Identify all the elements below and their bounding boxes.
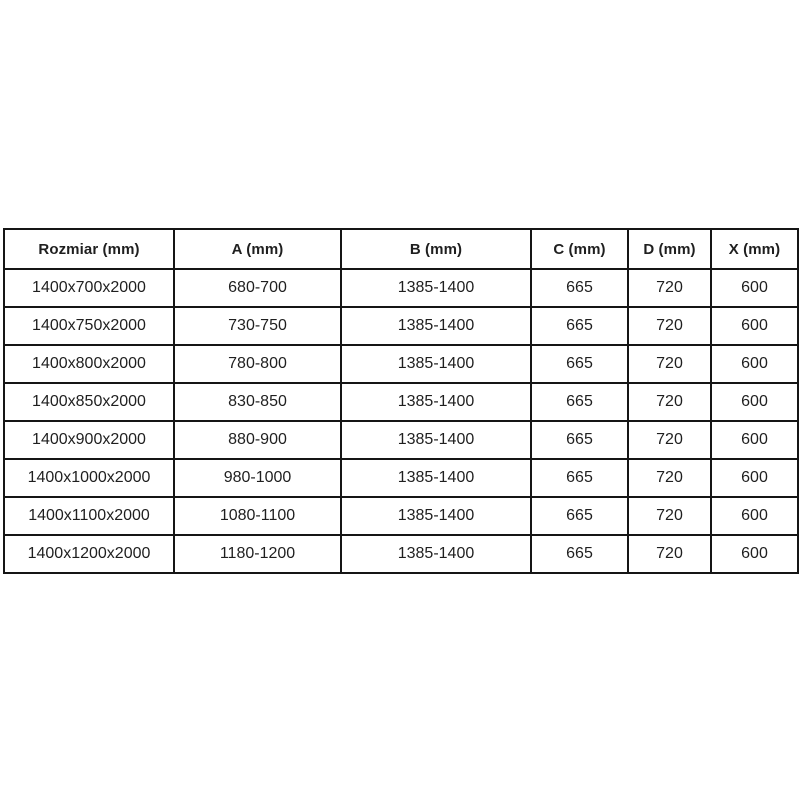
cell-rozmiar: 1400x750x2000 [4,307,174,345]
header-d: D (mm) [628,229,711,269]
cell-x: 600 [711,307,798,345]
cell-c: 665 [531,345,628,383]
cell-x: 600 [711,383,798,421]
cell-a: 830-850 [174,383,341,421]
cell-rozmiar: 1400x850x2000 [4,383,174,421]
cell-b: 1385-1400 [341,345,531,383]
cell-x: 600 [711,345,798,383]
dimensions-table [3,228,799,574]
cell-d: 720 [628,345,711,383]
table-row [4,497,798,535]
table-row [4,307,798,345]
cell-b: 1385-1400 [341,383,531,421]
cell-rozmiar: 1400x900x2000 [4,421,174,459]
table-header-row [4,229,798,269]
table-row [4,459,798,497]
table-row [4,383,798,421]
cell-b: 1385-1400 [341,307,531,345]
cell-a: 980-1000 [174,459,341,497]
cell-b: 1385-1400 [341,497,531,535]
cell-d: 720 [628,535,711,573]
cell-rozmiar: 1400x1100x2000 [4,497,174,535]
header-x: X (mm) [711,229,798,269]
cell-c: 665 [531,307,628,345]
cell-c: 665 [531,383,628,421]
table-row [4,535,798,573]
cell-d: 720 [628,269,711,307]
cell-x: 600 [711,269,798,307]
cell-x: 600 [711,535,798,573]
cell-b: 1385-1400 [341,535,531,573]
cell-rozmiar: 1400x700x2000 [4,269,174,307]
header-c: C (mm) [531,229,628,269]
cell-d: 720 [628,459,711,497]
cell-a: 730-750 [174,307,341,345]
cell-a: 780-800 [174,345,341,383]
cell-x: 600 [711,459,798,497]
cell-d: 720 [628,307,711,345]
cell-x: 600 [711,497,798,535]
cell-rozmiar: 1400x1200x2000 [4,535,174,573]
cell-b: 1385-1400 [341,269,531,307]
cell-a: 680-700 [174,269,341,307]
cell-b: 1385-1400 [341,421,531,459]
cell-d: 720 [628,497,711,535]
cell-c: 665 [531,459,628,497]
header-rozmiar: Rozmiar (mm) [4,229,174,269]
cell-c: 665 [531,421,628,459]
table-row [4,269,798,307]
cell-c: 665 [531,269,628,307]
cell-d: 720 [628,421,711,459]
cell-x: 600 [711,421,798,459]
cell-d: 720 [628,383,711,421]
cell-rozmiar: 1400x800x2000 [4,345,174,383]
cell-a: 1180-1200 [174,535,341,573]
header-b: B (mm) [341,229,531,269]
cell-a: 880-900 [174,421,341,459]
cell-a: 1080-1100 [174,497,341,535]
cell-rozmiar: 1400x1000x2000 [4,459,174,497]
header-a: A (mm) [174,229,341,269]
cell-c: 665 [531,535,628,573]
table-row [4,421,798,459]
table-row [4,345,798,383]
cell-b: 1385-1400 [341,459,531,497]
cell-c: 665 [531,497,628,535]
